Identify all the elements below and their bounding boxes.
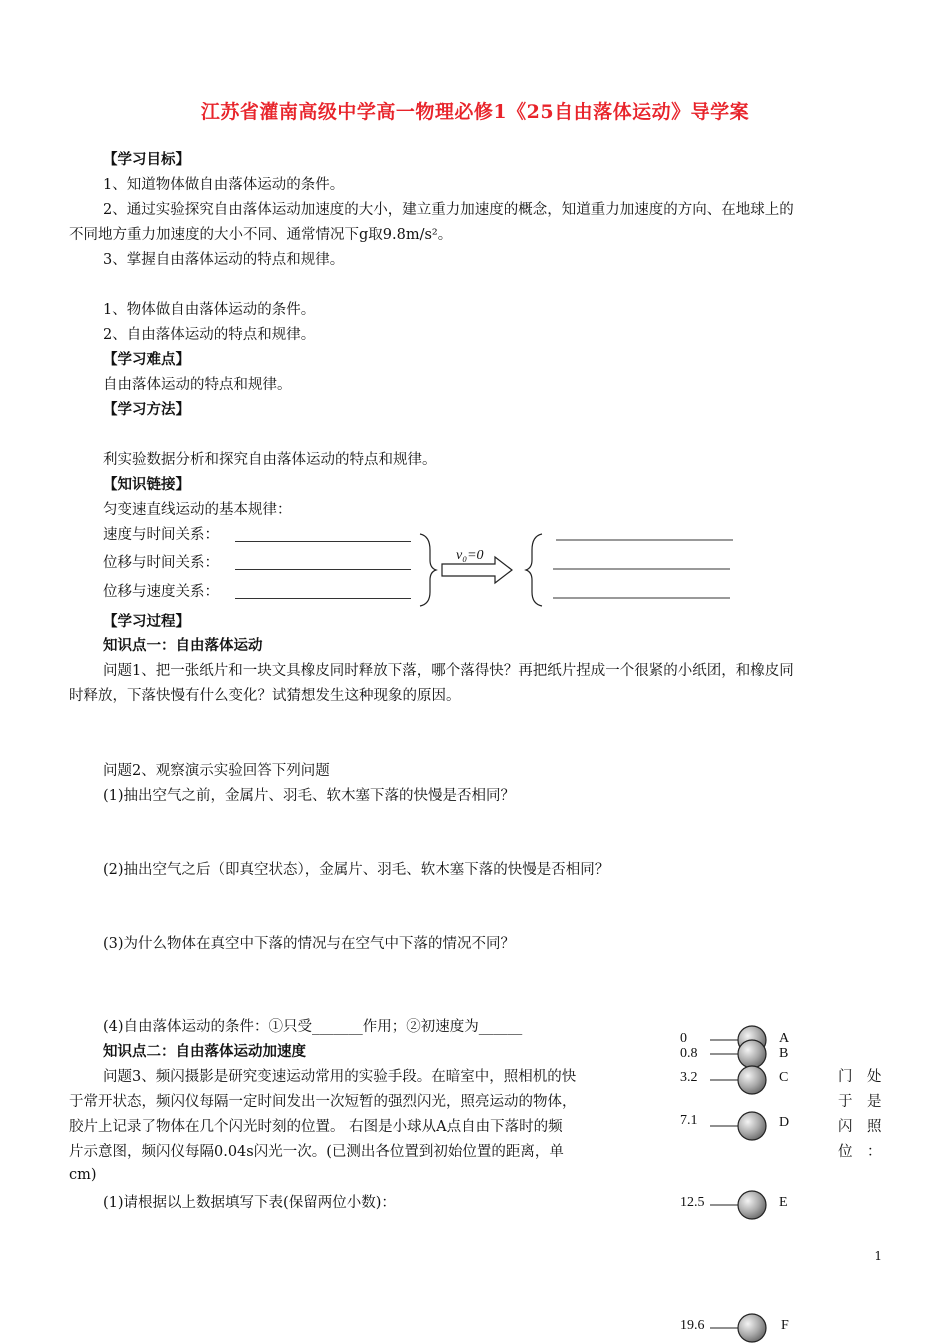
question-2-4: (4)自由落体运动的条件：①只受_______作用；②初速度为______ bbox=[103, 1019, 523, 1035]
goals-heading: 【学习目标】 bbox=[103, 151, 190, 168]
point-label: A bbox=[779, 1031, 790, 1046]
question-2-1: (1)抽出空气之前，金属片、羽毛、软木塞下落的快慢是否相同？ bbox=[103, 788, 516, 804]
point-label: F bbox=[781, 1318, 789, 1333]
method-text: 利实验数据分析和探究自由落体运动的特点和规律。 bbox=[103, 452, 437, 468]
method-heading: 【学习方法】 bbox=[103, 401, 190, 418]
ball-C bbox=[738, 1066, 766, 1094]
side-text: 闪 照 bbox=[838, 1119, 882, 1135]
distance-label: 7.1 bbox=[680, 1113, 698, 1128]
ball-F bbox=[738, 1314, 766, 1342]
question-3-line4: 片示意图，频闪仪每隔0.04s闪光一次。(已测出各位置到初始位置的距离，单 bbox=[69, 1144, 564, 1160]
difficulty-text: 自由落体运动的特点和规律。 bbox=[103, 377, 292, 393]
ball-E bbox=[738, 1191, 766, 1219]
distance-label: 3.2 bbox=[680, 1070, 698, 1085]
side-text: 门 处 bbox=[838, 1069, 882, 1085]
goal-2-cont: 不同地方重力加速度的大小不同、通常情况下g取9.8m/s²。 bbox=[69, 227, 453, 243]
link-intro: 匀变速直线运动的基本规律： bbox=[103, 502, 292, 518]
link-diagram bbox=[420, 530, 740, 610]
goal-3: 3、掌握自由落体运动的特点和规律。 bbox=[103, 252, 345, 268]
page-number: 1 bbox=[874, 1249, 882, 1263]
question-2-3: (3)为什么物体在真空中下落的情况与在空气中下落的情况不同？ bbox=[103, 936, 516, 952]
distance-label: 12.5 bbox=[680, 1195, 705, 1210]
question-3-line3: 胶片上记录了物体在几个闪光时刻的位置。 右图是小球从A点自由下落时的频 bbox=[69, 1119, 563, 1135]
kp2-heading: 知识点二：自由落体运动加速度 bbox=[103, 1043, 306, 1060]
question-3-1: (1)请根据以上数据填写下表(保留两位小数)： bbox=[103, 1195, 396, 1211]
strobe-figure bbox=[660, 1020, 800, 1344]
link-row-displacement-time: 位移与时间关系： bbox=[103, 555, 219, 571]
goal-2: 2、通过实验探究自由落体运动加速度的大小，建立重力加速度的概念，知道重力加速度的方向、在地球上的 bbox=[103, 202, 794, 218]
question-1-line2: 时释放，下落快慢有什么变化？试猜想发生这种现象的原因。 bbox=[69, 688, 461, 704]
ball-D bbox=[738, 1112, 766, 1140]
arrow-label: v₀=0 bbox=[456, 548, 484, 563]
question-1-line1: 问题1、把一张纸片和一块文具橡皮同时释放下落，哪个落得快？再把纸片捏成一个很紧的小纸团，和橡皮同 bbox=[103, 663, 794, 679]
link-row-velocity: 速度与时间关系： bbox=[103, 527, 219, 543]
key-point-2: 2、自由落体运动的特点和规律。 bbox=[103, 327, 316, 343]
link-row-displacement-velocity: 位移与速度关系： bbox=[103, 584, 219, 600]
distance-label: 0.8 bbox=[680, 1046, 698, 1061]
link-heading: 【知识链接】 bbox=[103, 476, 190, 493]
question-3-line1: 问题3、频闪摄影是研究变速运动常用的实验手段。在暗室中，照相机的快 bbox=[103, 1069, 577, 1085]
point-label: D bbox=[779, 1115, 790, 1130]
question-3-line5: cm) bbox=[69, 1167, 97, 1183]
blank-line bbox=[235, 598, 411, 599]
side-text: 位 ： bbox=[838, 1144, 882, 1160]
process-heading: 【学习过程】 bbox=[103, 613, 190, 630]
question-3-line2: 于常开状态，频闪仪每隔一定时间发出一次短暂的强烈闪光，照亮运动的物体， bbox=[69, 1094, 577, 1110]
side-text: 于 是 bbox=[838, 1094, 882, 1110]
point-label: B bbox=[779, 1046, 789, 1061]
distance-label: 0 bbox=[680, 1031, 687, 1046]
question-2: 问题2、观察演示实验回答下列问题 bbox=[103, 763, 330, 779]
goal-1: 1、知道物体做自由落体运动的条件。 bbox=[103, 177, 345, 193]
point-label: C bbox=[779, 1070, 789, 1085]
page-title: 江苏省灌南高级中学高一物理必修1《25自由落体运动》导学案 bbox=[200, 101, 750, 123]
question-2-2: (2)抽出空气之后（即真空状态），金属片、羽毛、软木塞下落的快慢是否相同？ bbox=[103, 862, 610, 878]
blank-line bbox=[235, 541, 411, 542]
distance-label: 19.6 bbox=[680, 1318, 705, 1333]
point-label: E bbox=[779, 1195, 788, 1210]
key-point-1: 1、物体做自由落体运动的条件。 bbox=[103, 302, 316, 318]
kp1-heading: 知识点一：自由落体运动 bbox=[103, 637, 263, 654]
right-brace bbox=[420, 534, 436, 606]
blank-line bbox=[235, 569, 411, 570]
left-brace bbox=[526, 534, 542, 606]
ball-B bbox=[738, 1040, 766, 1068]
difficulty-heading: 【学习难点】 bbox=[103, 351, 190, 368]
